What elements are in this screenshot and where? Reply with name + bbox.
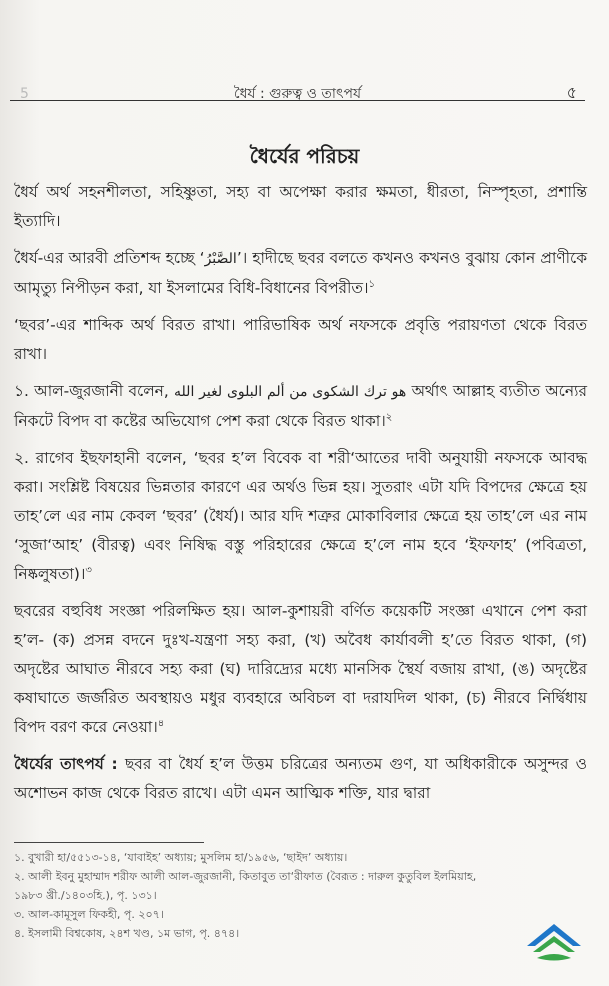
paragraph-2	[14, 244, 587, 303]
p5-text: ২. রাগেব ইছফাহানী বলেন, ‘ছবর হ’ল বিবেক বা শরী‘আতের দাবী অনুযায়ী নফসকে আবদ্ধ করা। সংশ্লিষ্ট বিষয়ের ভিন্নতার কারণে এর অর্থও ভিন্ন হয়। সুতরাং এটা যদি বিপদের ক্ষেত্রে হয় তাহ’লে এর নাম কেবল ‘ছবর’ (ধৈর্য)। আর যদি শত্রুর মোকাবিলার ক্ষেত্রে হয় তাহ’লে এর নাম ‘সুজা‘আহ’ (বীরত্ব) এবং নিষিদ্ধ বস্তু পরিহারের ক্ষেত্রে হ’লে নাম হবে ‘ইফফাহ’ (পবিত্রতা, নিষ্কলুষতা)।	[14, 449, 587, 583]
footnote-1: ১. বুখারী হা/৫৫১৩-১৪, ‘যাবাইহ’ অধ্যায়; মুসলিম হা/১৯৫৬, ‘ছাইদ’ অধ্যায়।	[14, 851, 348, 864]
footnote-4: ৪. ইসলামী বিশ্বকোষ, ২৪শ খণ্ড, ১ম ভাগ, পৃ. ৪৭৪।	[14, 927, 240, 940]
footnote-ref-4: ৪	[157, 717, 165, 729]
publisher-logo-icon	[523, 916, 585, 964]
footnote-2: ২. আলী ইবনু মুহাম্মাদ শরীফ আলী আল-জুরজানী, কিতাবুত তা‘রীফাত (বৈরূত : দারুল কুতুবিল ইলমিয়াহ,	[14, 870, 477, 883]
arabic-term: الصَّبْرُ	[204, 251, 237, 267]
arabic-definition: هو ترك الشكوى من ألم البلوى لغير الله	[174, 384, 407, 400]
page-number: ৫	[566, 83, 577, 102]
body-text	[14, 178, 587, 816]
p2-text-a: ধৈর্য-এর আরবী প্রতিশব্দ হচ্ছে ‘	[14, 249, 205, 267]
margin-number: 5	[20, 86, 29, 102]
p2-text-b: ’। হাদীছে ছবর বলতে কখনও কখনও বুঝায় কোন প্রাণীকে আমৃত্যু নিপীড়ন করা, যা ইসলামের বিধি-বিধানের বিপরীত।	[14, 249, 587, 297]
p4-text-b: অর্থাৎ আল্লাহ ব্যতীত অন্যের নিকটে বিপদ বা কষ্টের অভিযোগ পেশ করা থেকে বিরত থাকা।	[14, 382, 587, 430]
running-header	[10, 70, 585, 101]
paragraph-7	[14, 750, 587, 808]
paragraph-6	[14, 597, 587, 742]
footnote-ref-3: ৩	[85, 564, 92, 576]
p4-text-a: ১. আল-জুরজানী বলেন,	[14, 382, 175, 400]
p6-text: ছবরের বহুবিধ সংজ্ঞা পরিলক্ষিত হয়। আল-কুশায়রী বর্ণিত কয়েকটি সংজ্ঞা এখানে পেশ করা হ’ল- (ক) প্রসন্ন বদনে দুঃখ-যন্ত্রণা সহ্য করা, (খ) অবৈধ কার্যাবলী হ’তে বিরত থাকা, (গ) অদৃষ্টের আঘাত নীরবে সহ্য করা (ঘ) দারিদ্র্যের মধ্যে মানসিক স্থৈর্য বজায় রাখা, (ঙ) অদৃষ্টের কষাঘাতে জর্জরিত অবস্থায়ও মধুর ব্যবহারে অবিচল বা দরাযদিল থাকা, (চ) নীরবে নির্দ্বিধায় বিপদ বরণ করে নেওয়া।	[14, 602, 587, 736]
paragraph-1: ধৈর্য অর্থ সহনশীলতা, সহিষ্ণুতা, সহ্য বা অপেক্ষা করার ক্ষমতা, ধীরতা, নিস্পৃহতা, প্রশান্তি ইত্যাদি।	[14, 183, 587, 230]
paragraph-5	[14, 444, 587, 589]
significance-label: ধৈর্যের তাৎপর্য :	[14, 755, 118, 773]
footnote-ref-2: ২	[385, 411, 393, 423]
footnote-3: ৩. আল-কামূসুল ফিকহী, পৃ. ২০৭।	[14, 908, 164, 921]
footnote-2-cont: ১৯৮৩ খ্রী./১৪০৩হি.), পৃ. ১৩১।	[14, 889, 157, 902]
paragraph-3: ‘ছবর’-এর শাব্দিক অর্থ বিরত রাখা। পারিভাষিক অর্থ নফসকে প্রবৃত্তি পরায়ণতা থেকে বিরত রাখা।	[14, 316, 587, 363]
paragraph-4	[14, 377, 587, 436]
footnote-ref-1: ১	[368, 278, 375, 290]
running-title: ধৈর্য : গুরুত্ব ও তাৎপর্য	[233, 86, 362, 102]
footnotes	[14, 848, 583, 943]
footnote-divider	[14, 842, 204, 843]
p7-text: ছবর বা ধৈর্য হ’ল উত্তম চরিত্রের অন্যতম গুণ, যা অধিকারীকে অসুন্দর ও অশোভন কাজ থেকে বিরত রাখে। এটা এমন আত্মিক শক্তি, যার দ্বারা	[14, 755, 587, 802]
section-heading: ধৈর্যের পরিচয়	[249, 144, 360, 168]
